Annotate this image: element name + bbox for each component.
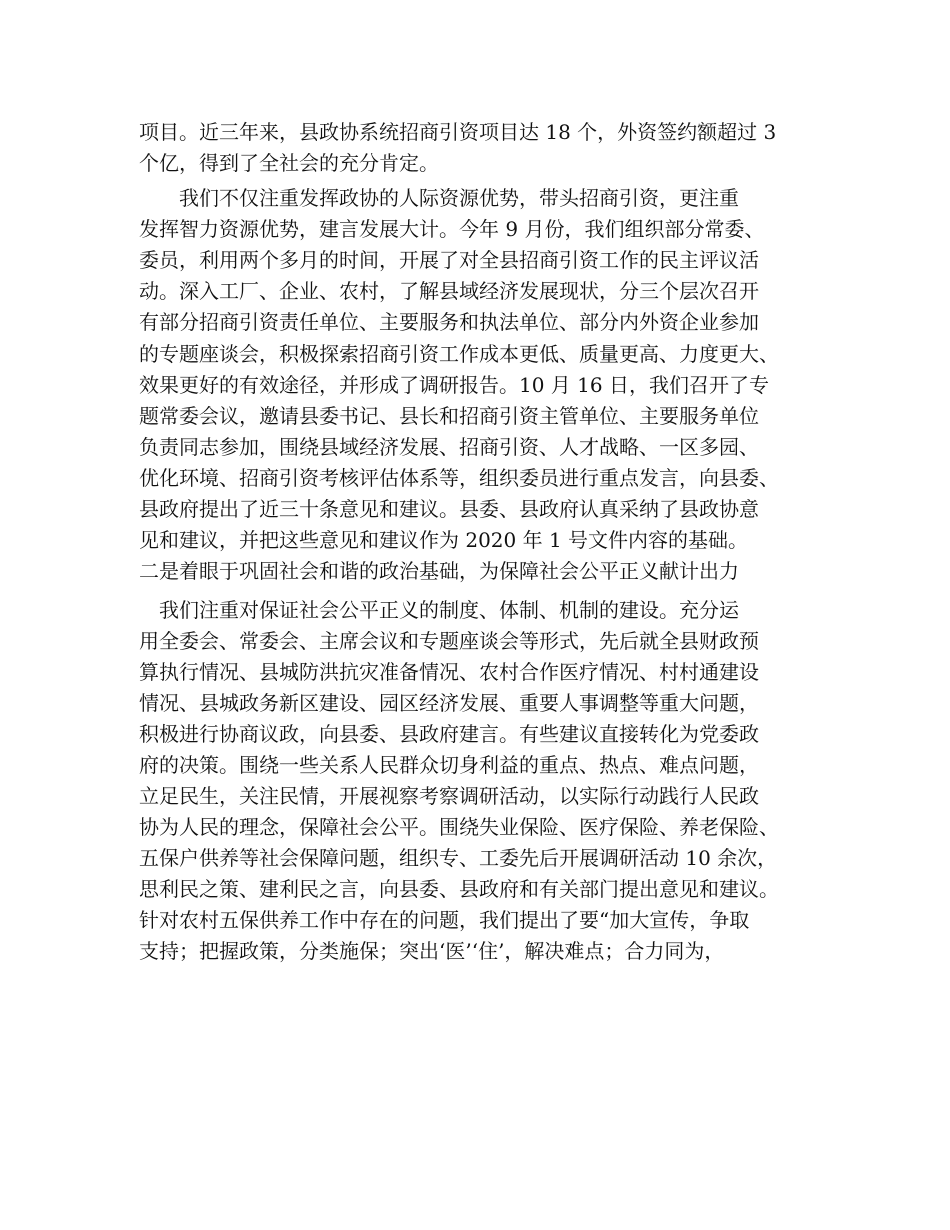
text-line: 我们注重对保证社会公平正义的制度、体制、机制的建设。充分运 bbox=[139, 598, 739, 622]
text-line: 负责同志参加，围绕县域经济发展、招商引资、人才战略、一区多园、 bbox=[139, 435, 759, 459]
text-line: 县政府提出了近三十条意见和建议。县委、县政府认真采纳了县政协意 bbox=[139, 497, 759, 521]
text-line: 府的决策。围绕一些关系人民群众切身利益的重点、热点、难点问题， bbox=[139, 753, 759, 777]
text-line: 情况、县城政务新区建设、园区经济发展、重要人事调整等重大问题， bbox=[139, 691, 759, 715]
text-line: 算执行情况、县城防洪抗灾准备情况、农村合作医疗情况、村村通建设 bbox=[139, 660, 759, 684]
text-line: 支持；把握政策，分类施保；突出‘医’‘住’，解决难点；合力同为， bbox=[139, 939, 725, 963]
text-line: 用全委会、常委会、主席会议和专题座谈会等形式，先后就全县财政预 bbox=[139, 629, 759, 653]
section-heading: 二是着眼于巩固社会和谐的政治基础，为保障社会公平正义献计出力 bbox=[139, 559, 739, 583]
text-line: 的专题座谈会，积极探索招商引资工作成本更低、质量更高、力度更大、 bbox=[139, 342, 779, 366]
text-line: 发挥智力资源优势，建言发展大计。今年 9 月份，我们组织部分常委、 bbox=[139, 217, 765, 241]
text-line: 立足民生，关注民情，开展视察考察调研活动，以实际行动践行人民政 bbox=[139, 784, 759, 808]
text-line: 题常委会议，邀请县委书记、县长和招商引资主管单位、主要服务单位 bbox=[139, 404, 759, 428]
text-line: 我们不仅注重发挥政协的人际资源优势，带头招商引资，更注重 bbox=[139, 186, 739, 210]
text-line: 委员，利用两个多月的时间，开展了对全县招商引资工作的民主评议活 bbox=[139, 248, 759, 272]
text-line: 针对农村五保供养工作中存在的问题，我们提出了要“加大宣传，争取 bbox=[139, 908, 750, 932]
text-line: 有部分招商引资责任单位、主要服务和执法单位、部分内外资企业参加 bbox=[139, 310, 759, 334]
text-line: 个亿，得到了全社会的充分肯定。 bbox=[139, 151, 439, 175]
text-line: 五保户供养等社会保障问题，组织专、工委先后开展调研活动 10 余次， bbox=[139, 846, 778, 870]
text-line: 优化环境、招商引资考核评估体系等，组织委员进行重点发言，向县委、 bbox=[139, 466, 779, 490]
text-line: 效果更好的有效途径，并形成了调研报告。10 月 16 日，我们召开了专 bbox=[139, 373, 769, 397]
text-line: 协为人民的理念，保障社会公平。围绕失业保险、医疗保险、养老保险、 bbox=[139, 815, 779, 839]
text-line: 见和建议，并把这些意见和建议作为 2020 年 1 号文件内容的基础。 bbox=[139, 528, 749, 552]
text-line: 积极进行协商议政，向县委、县政府建言。有些建议直接转化为党委政 bbox=[139, 722, 759, 746]
text-line: 动。深入工厂、企业、农村，了解县域经济发展现状，分三个层次召开 bbox=[139, 279, 759, 303]
text-line: 思利民之策、建利民之言，向县委、县政府和有关部门提出意见和建议。 bbox=[139, 877, 779, 901]
text-line: 项目。近三年来，县政协系统招商引资项目达 18 个，外资签约额超过 3 bbox=[139, 120, 777, 144]
